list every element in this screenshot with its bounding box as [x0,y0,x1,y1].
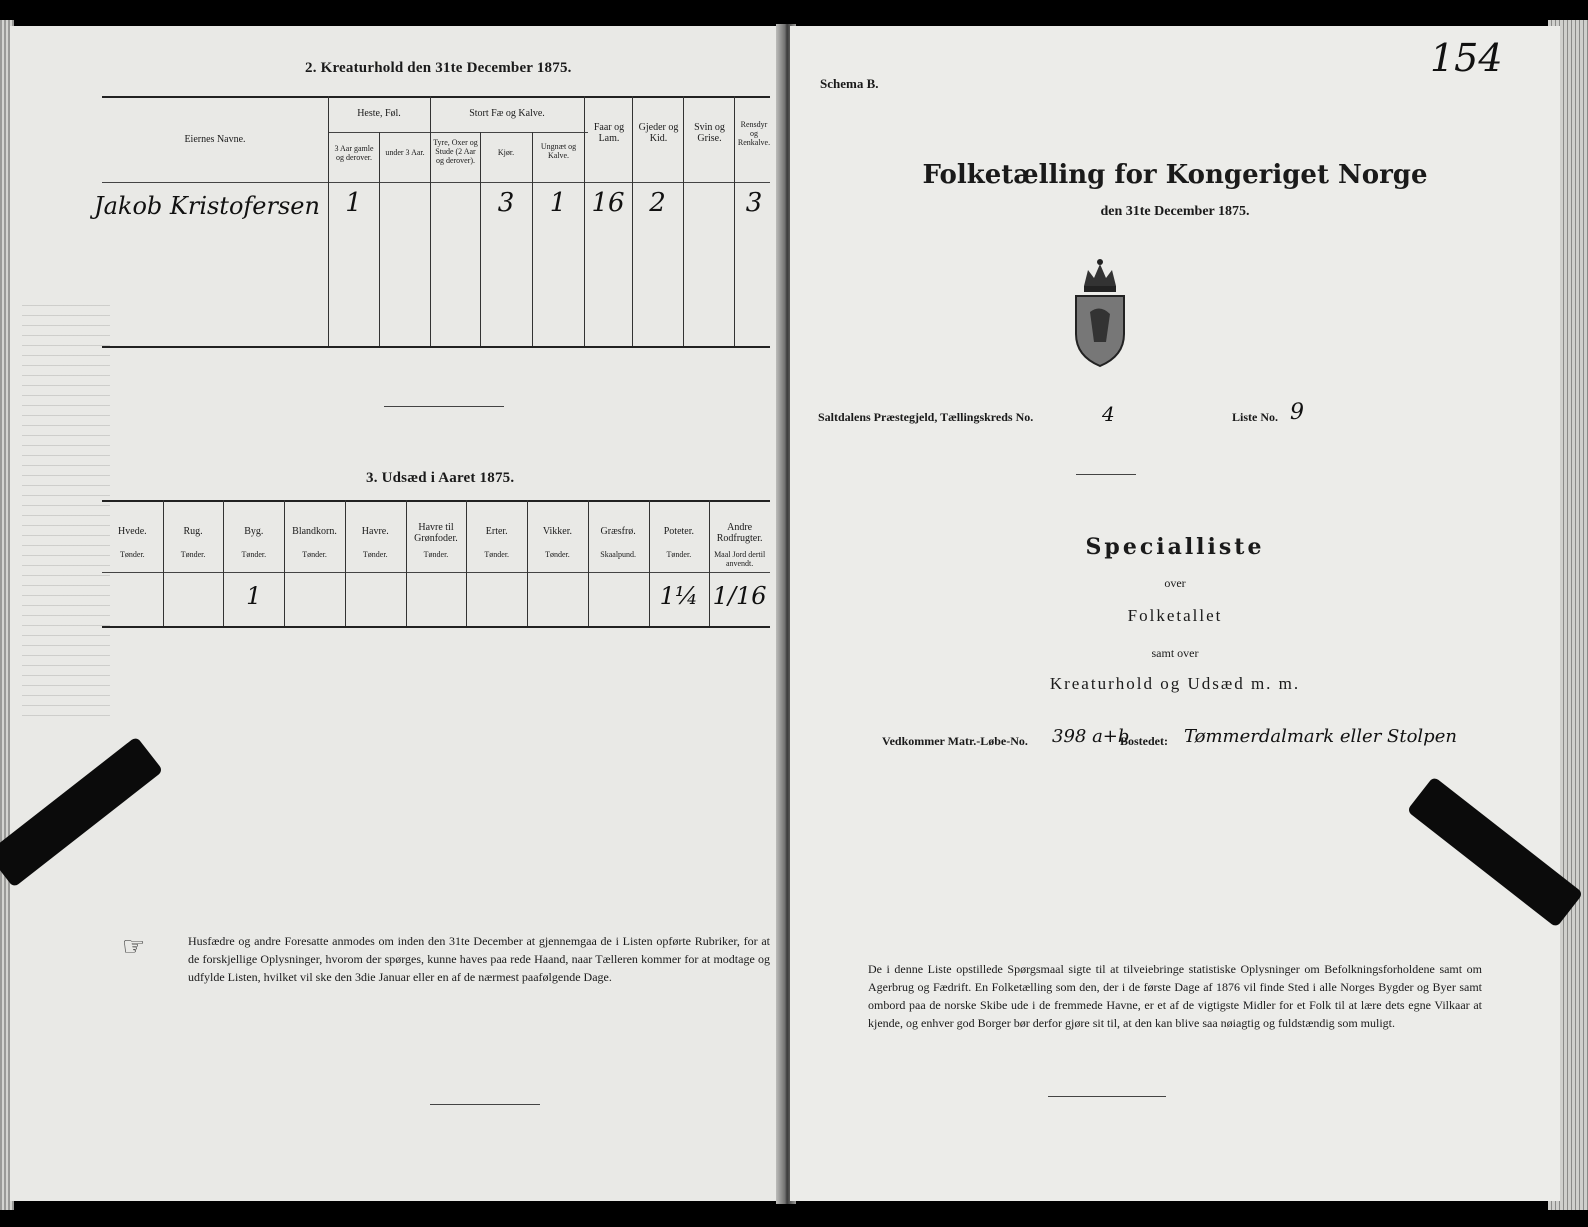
seed-header-unit: Tønder. [241,550,267,559]
table-col-line [284,500,285,626]
header-goats: Gjeder og Kid. [638,122,679,144]
table-col-line [379,132,380,346]
seed-header-name: Andre Rodfrugter. [716,522,763,544]
section3-title: 3. Udsæd i Aaret 1875. [366,470,515,486]
seed-header-name: Hvede. [118,526,147,537]
table-col-line [430,96,431,346]
matr-value: 398 a+b [1052,726,1130,747]
divider [1076,474,1136,475]
kreatur-line: Kreaturhold og Udsæd m. m. [1049,674,1301,693]
header-cattle-cows: Kjør. [497,148,515,157]
footer-text: De i denne Liste opstillede Spørgsmaal sigte til at tilveiebringe statistiske Oplysninger om Befolkningsforholdene samt om Agerbrug og Fædrift. En Folketælling som den, der i de første Dage af 1876 vil finde Sted i alle Norges Bygder og Byer samt ombord paa de norske Skibe ude i de fremmede Havne, er et af de vigtigste Midler for et Folk til at lære dets egne Vilkaar at kjende, og enhver god Borger bør derfor gjøre sit til, at den kan blive saa nøiagtig og fuldstændig som muligt. [868,962,1482,1030]
cell-goats: 2 [649,188,666,218]
table-rule [430,132,588,133]
table-col-line [734,96,735,346]
district-no: 4 [1102,402,1115,426]
table-rule [102,626,770,628]
seed-header-name: Byg. [244,526,264,537]
table-col-line [406,500,407,626]
seed-header-unit: Tønder. [484,550,510,559]
table-rule [102,346,770,348]
over-text: over [1164,576,1186,590]
seed-header-unit: Tønder. [362,550,388,559]
seed-header-name: Blandkorn. [292,526,337,537]
matr-label: Vedkommer Matr.-Løbe-No. [882,734,1028,748]
table-col-line [328,96,329,346]
seed-header-name: Havre. [361,526,389,537]
header-sheep: Faar og Lam. [593,122,625,144]
table-rule [102,96,770,98]
header-horses: Heste, Føl. [357,108,401,119]
header-owner: Eiernes Navne. [184,134,246,145]
seed-header-name: Vikker. [542,526,572,537]
header-cattle: Stort Fæ og Kalve. [469,108,545,119]
table-col-line [632,96,633,346]
date-line: den 31te December 1875. [1100,204,1250,219]
cell-horses-3y: 1 [345,188,362,218]
table-col-line [588,500,589,626]
seed-header-unit: Maal Jord dertil anvendt. [714,550,766,568]
table-col-line [466,500,467,626]
seed-cell: 1/16 [712,582,767,610]
table-col-line [527,500,528,626]
right-page [790,26,1560,1201]
seed-cell: 1 [246,582,262,610]
seed-header-unit: Tønder. [120,550,145,559]
owner-name: Jakob Kristofersen [94,192,320,220]
cell-reindeer: 3 [745,188,763,218]
table-rule [102,500,770,502]
seed-header-unit: Skaalpund. [600,550,637,559]
seed-header-name: Havre til Grønfoder. [414,522,458,544]
section2-title: 2. Kreaturhold den 31te December 1875. [305,60,572,76]
table-col-line [532,132,533,346]
coat-of-arms-icon [1070,256,1130,368]
seed-header-unit: Tønder. [302,550,327,559]
divider [384,406,504,407]
special-title: Specialliste [1085,534,1265,560]
samt-over-text: samt over [1151,646,1199,660]
seed-header-name: Erter. [485,526,508,537]
seed-header-unit: Tønder. [545,550,570,559]
header-cattle-bulls: Tyre, Oxer og Stude (2 Aar og derover). [433,138,478,165]
divider [1048,1096,1166,1097]
cell-cattle-cows: 3 [497,188,515,218]
cell-sheep: 16 [591,188,625,218]
parish-label: Saltdalens Præstegjeld, Tællingskreds No. [818,410,1034,424]
bosted-label: Bostedet: [1120,734,1168,748]
seed-header-unit: Tønder. [180,550,206,559]
table-col-line [480,132,481,346]
seed-header-name: Græsfrø. [600,526,636,537]
list-no: 9 [1290,400,1304,425]
divider [430,1104,540,1105]
page-number: 154 [1430,36,1503,80]
table-rule [102,182,770,183]
table-col-line [345,500,346,626]
header-reindeer: Rensdyr og Renkalve. [737,120,771,147]
header-cattle-young: Ungnæt og Kalve. [540,142,577,160]
seed-header-unit: Tønder. [666,550,692,559]
seed-header-name: Poteter. [663,526,695,537]
table-col-line [584,96,585,346]
folketallet-text: Folketallet [1127,606,1223,625]
bleed-through-text [22,296,110,716]
header-horses-3y: 3 Aar gamle og derover. [334,144,374,162]
bosted-value: Tømmerdalmark eller Stolpen [1184,726,1457,747]
seed-header-unit: Tønder. [423,550,449,559]
table-col-line [163,500,164,626]
pointing-hand-icon: ☞ [122,932,146,961]
list-label: Liste No. [1232,410,1278,424]
schema-label: Schema B. [820,76,879,91]
notice-text: Husfædre og andre Foresatte anmodes om inden den 31te December at gjennemgaa de i Listen opførte Rubriker, for at de forskjellige Oplysninger, hvorom der spørges, kunne haves paa rede Haand, naar Tælleren kommer for at modtage og udfylde Listen, hvilket vil ske den 3die Januar eller en af de nærmest paafølgende Dage. [188,934,770,984]
cell-cattle-young: 1 [549,188,567,218]
header-horses-under3: under 3 Aar. [385,148,425,157]
header-pigs: Svin og Grise. [694,122,725,144]
seed-cell: 1¼ [659,582,699,610]
seed-header-name: Rug. [183,526,203,537]
table-col-line [683,96,684,346]
main-title: Folketælling for Kongeriget Norge [922,160,1428,190]
left-page [10,26,780,1201]
table-rule [102,572,770,573]
